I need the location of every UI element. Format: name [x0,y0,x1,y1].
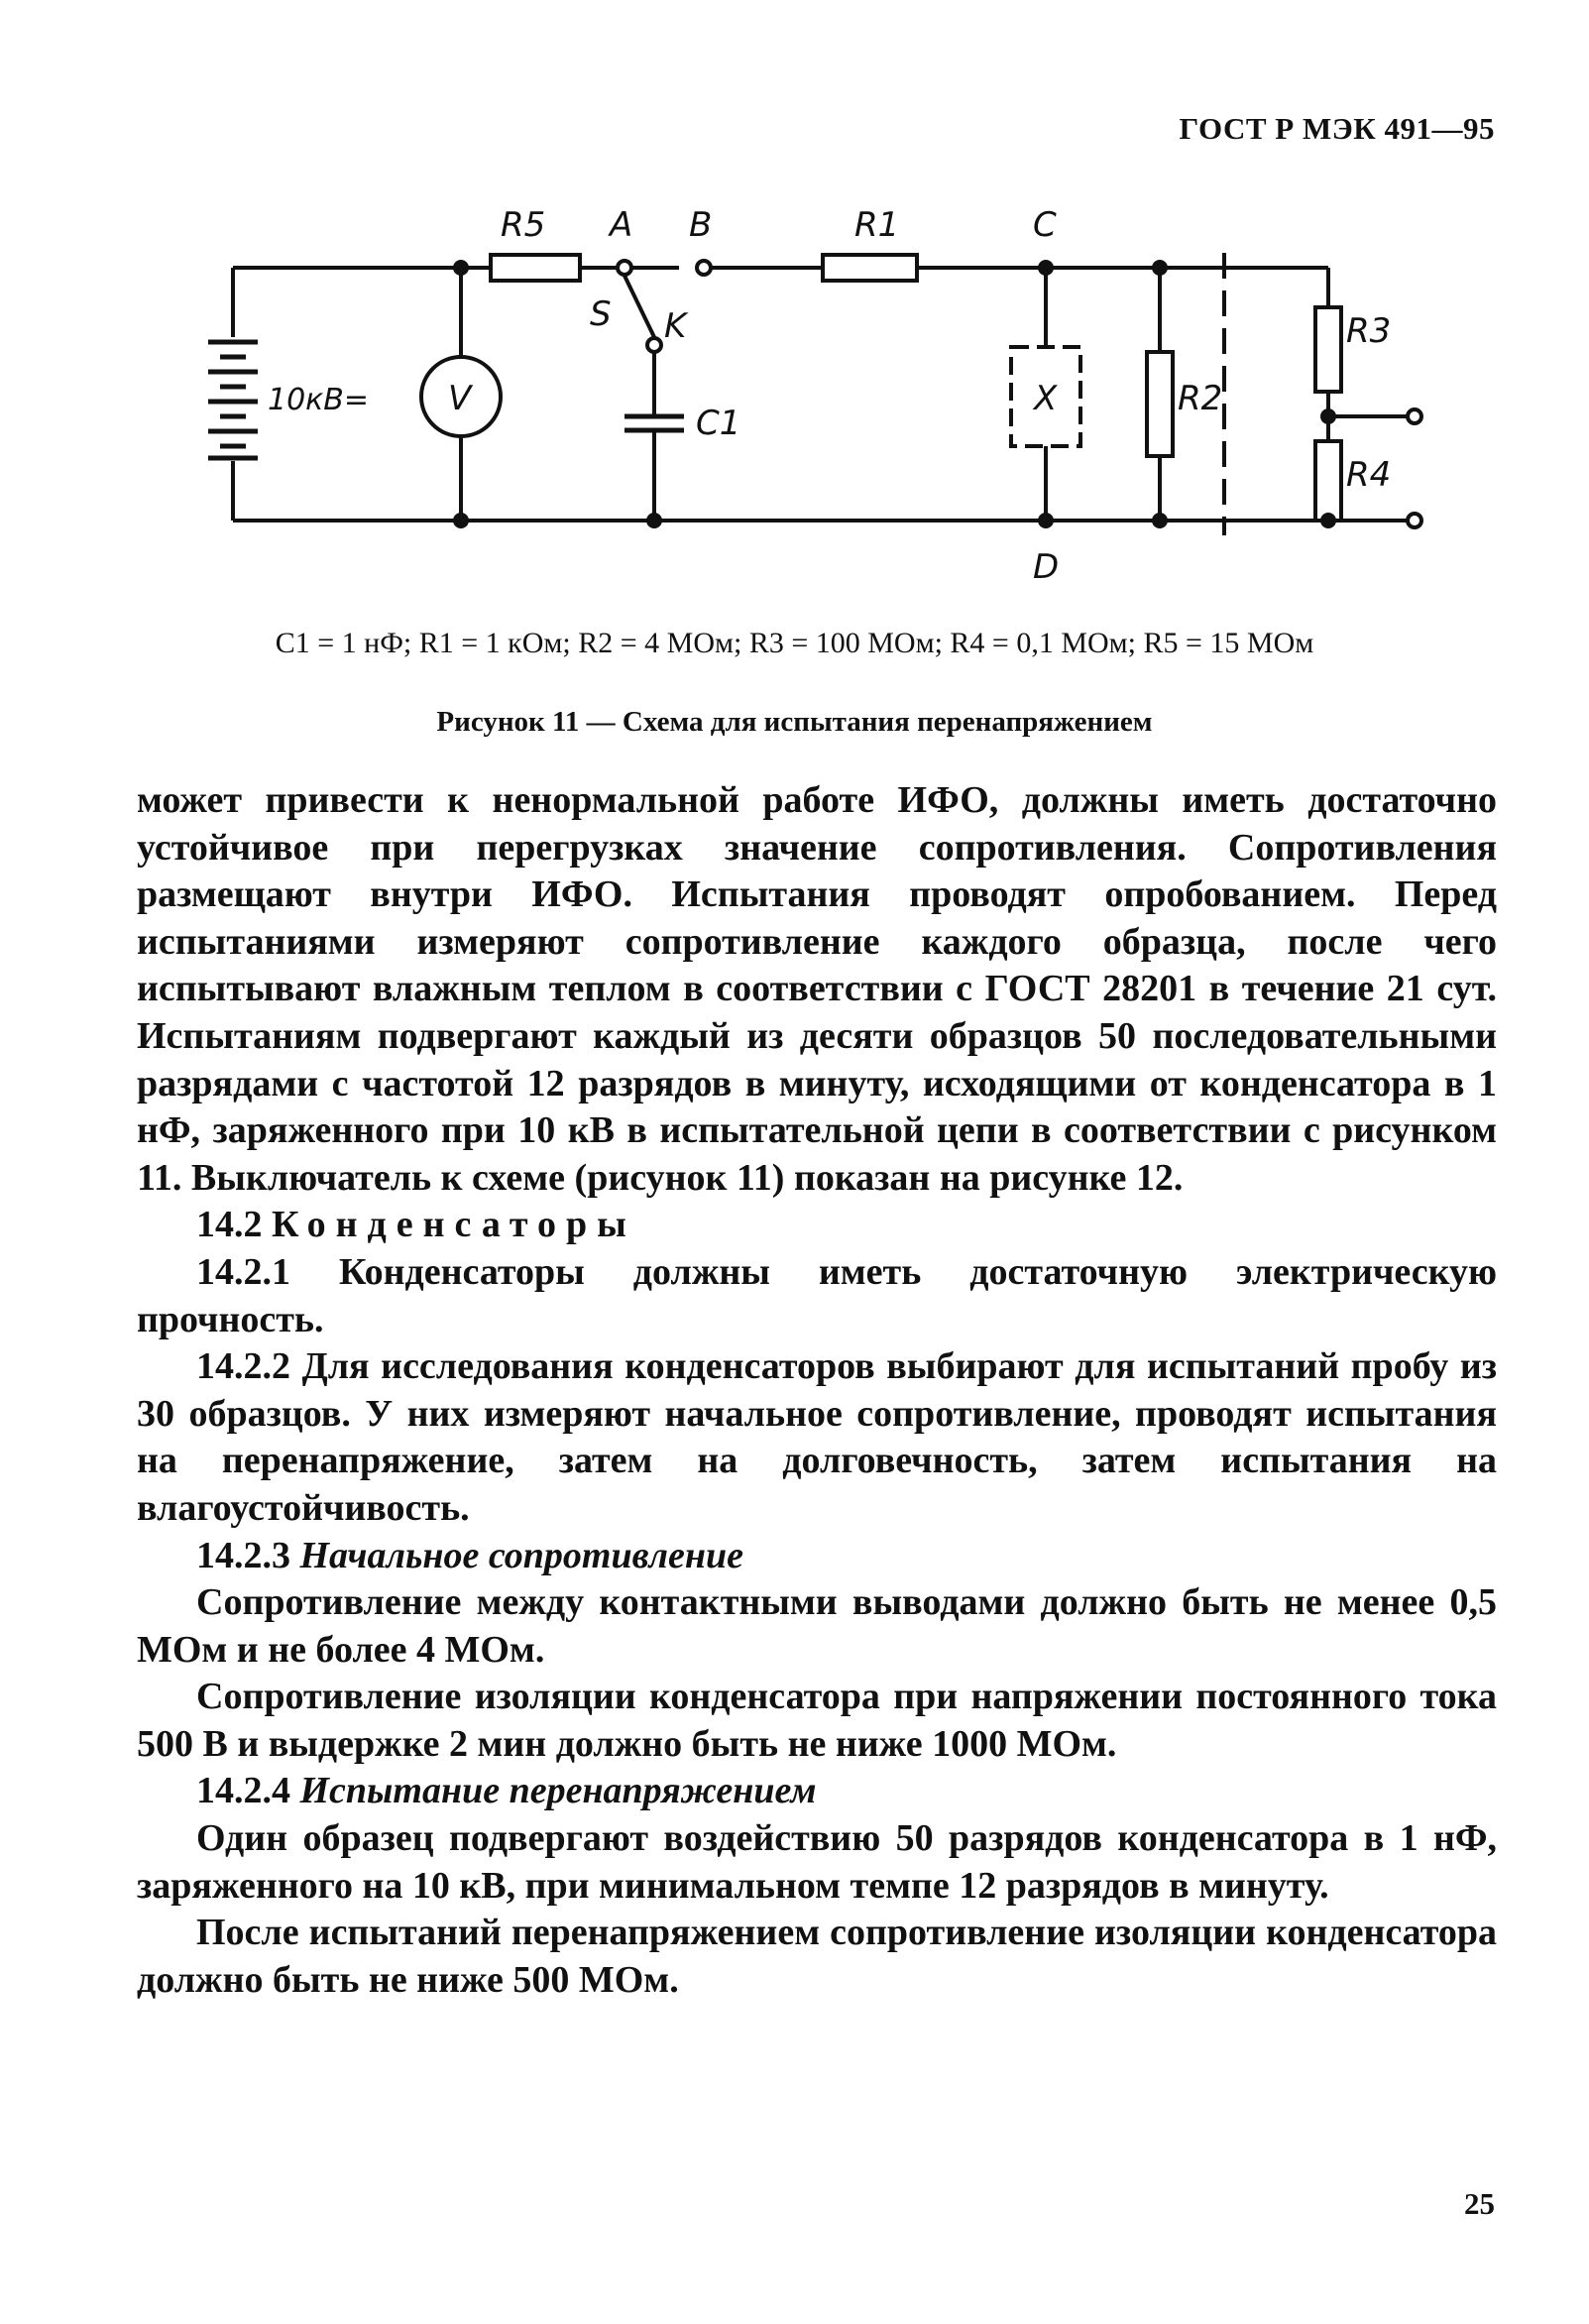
paragraph-after: После испытаний перенапряжением сопротивление изоляции конденсатора должно быть не ниже 500 МОм. [137,1912,1497,2001]
label-r4: R4 [1346,455,1392,495]
label-d: D [1033,547,1060,587]
label-c1: C1 [696,404,741,443]
label-k: K [664,306,687,346]
paragraph-continuation: может привести к ненормальной работе ИФО, должны иметь достаточно устойчивое при перегрузках значение сопротивления. Сопротивления размещают внутри ИФО. Испытания проводят опробованием. Перед испытаниями измеряют сопротивление каждого образца, после чего испытывают влажным теплом в соответствии с ГОСТ 28201 в течение 21 сут. Испытаниям подвергают каждый из десяти образцов 50 последовательными разрядами с частотой 12 разрядов в минуту, исходящими от конденсатора в 1 нФ, заряженного при 10 кВ в испытательной цепи в соответствии с рисунком 11. Выключатель к схеме (рисунок 11) показан на рисунке 12. [137,779,1497,1199]
label-c: C [1033,205,1057,245]
capacitor-c1 [624,416,684,430]
section-14-2-4-heading [137,1768,1497,1815]
label-r2: R2 [1178,379,1223,418]
component-values: C1 = 1 нФ; R1 = 1 кОм; R2 = 4 МОм; R3 = 100 МОм; R4 = 0,1 МОм; R5 = 15 МОм [275,627,1314,659]
page-number: 25 [1464,2186,1495,2221]
paragraph-14-2-1: 14.2.1 Конденсаторы должны иметь достаточную электрическую прочность. [137,1250,1497,1340]
document-header: ГОСТ Р МЭК 491—95 [1179,111,1495,146]
section-14-2-heading [137,1202,1497,1249]
label-x: X [1034,379,1058,418]
label-a: A [610,205,633,245]
section-number: 14.2.4 [196,1770,290,1812]
label-b: B [689,205,713,245]
resistor-r2 [1147,352,1173,456]
circuit-diagram [188,198,1477,595]
section-title: Начальное сопротивление [299,1534,744,1576]
label-r5: R5 [501,205,546,245]
resistor-r4 [1315,441,1341,521]
label-battery: 10кВ= [268,383,370,417]
label-r1: R1 [854,205,900,245]
paragraph-contacts: Сопротивление между контактными выводами должно быть не менее 0,5 МОм и не более 4 МОм. [137,1581,1497,1671]
section-number: 14.2 [196,1204,263,1246]
paragraph-insulation: Сопротивление изоляции конденсатора при напряжении постоянного тока 500 В и выдержке 2 мин должно быть не ниже 1000 МОм. [137,1676,1497,1765]
resistor-r1 [823,255,917,281]
resistor-r3 [1315,307,1341,392]
resistor-r5 [491,255,580,281]
section-14-2-3-heading [137,1533,1497,1580]
section-title: Конденсаторы [272,1204,636,1246]
section-number: 14.2.3 [196,1534,290,1576]
paragraph-14-2-2: 14.2.2 Для исследования конденсаторов выбирают для испытаний пробу из 30 образцов. У них измеряют начальное сопротивление, проводят испытания на перенапряжение, затем на долговечность, затем испытания на влагоустойчивость. [137,1345,1497,1529]
section-title: Испытание перенапряжением [299,1770,817,1812]
label-r3: R3 [1346,311,1392,351]
figure-caption: Рисунок 11 — Схема для испытания перенапряжением [436,706,1153,738]
battery-symbol [208,342,258,458]
label-s: S [590,294,612,334]
label-v: V [448,379,472,418]
paragraph-sample: Один образец подвергают воздействию 50 разрядов конденсатора в 1 нФ, заряженного на 10 кВ, при минимальном темпе 12 разрядов в минуту. [137,1817,1497,1907]
body-text [137,777,1497,2004]
switch-s [624,276,654,337]
